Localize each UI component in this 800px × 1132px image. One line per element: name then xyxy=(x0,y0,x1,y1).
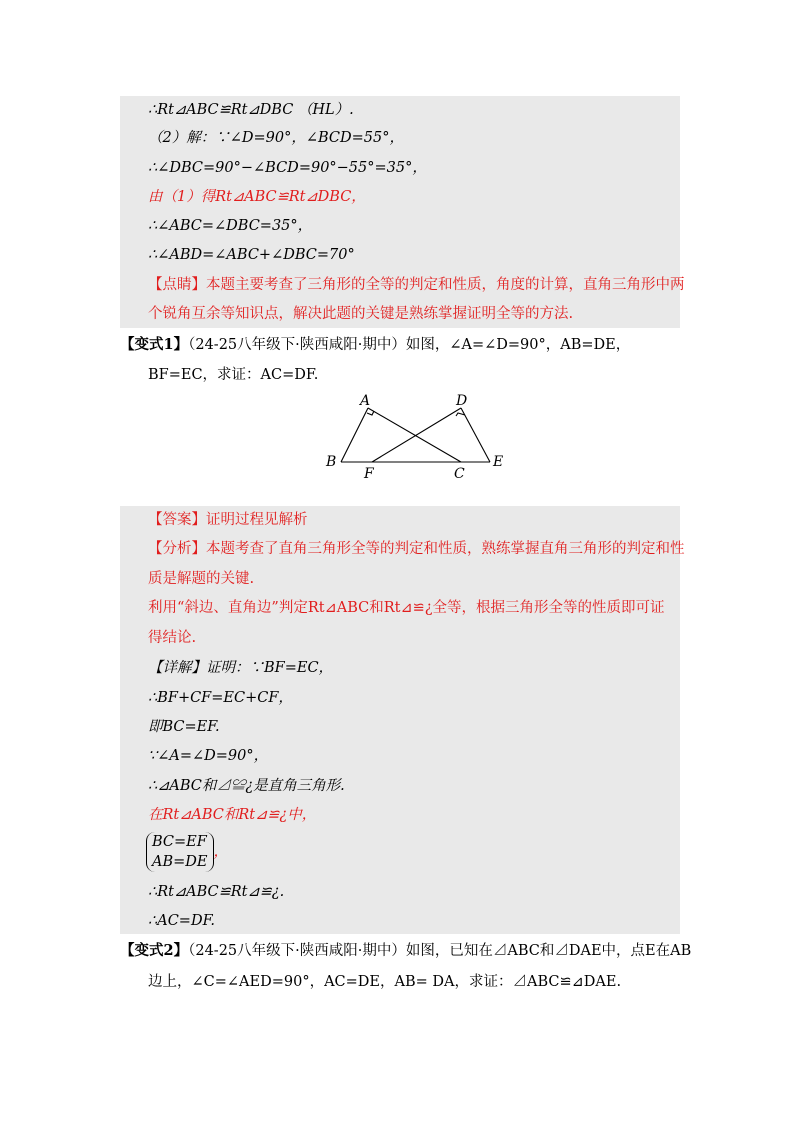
variant1-question-line2: BF=EC，求证：AC=DF. xyxy=(148,367,319,383)
analysis-line-3: 利用“斜边、直角边”判定Rt⊿ABC和Rt⊿≌¿全等，根据三角形全等的性质即可证 xyxy=(148,600,665,616)
step-6: ∴Rt⊿ABC≌Rt⊿≌¿. xyxy=(148,884,285,900)
top-line-2: （2）解：∵∠D=90°，∠BCD=55°， xyxy=(148,130,404,146)
brace-row-1: BC=EF xyxy=(152,834,207,850)
step-5: 在Rt⊿ABC和Rt⊿≌¿中， xyxy=(148,807,317,823)
step-4: ∴⊿ABC和⊿≌¿是直角三角形. xyxy=(148,778,345,794)
variant2-question-line1: （24-25八年级下·陕西咸阳·期中）如图，已知在⊿ABC和⊿DAE中，点E在AB xyxy=(188,943,692,959)
remark-line-2: 个锐角互余等知识点，解决此题的关键是熟练掌握证明全等的方法. xyxy=(148,306,574,322)
analysis-line-4: 得结论. xyxy=(148,630,197,646)
step-3: ∵∠A=∠D=90°， xyxy=(148,748,269,764)
variant2-heading xyxy=(120,941,691,961)
remark-line-1: 【点睛】本题主要考查了三角形的全等的判定和性质，角度的计算，直角三角形中两 xyxy=(148,277,685,293)
top-line-6: ∴∠ABD=∠ABC+∠DBC=70° xyxy=(148,247,355,263)
step-7: ∴AC=DF. xyxy=(148,913,215,929)
top-line-4: 由（1）得Rt⊿ABC≌Rt⊿DBC， xyxy=(148,189,366,205)
brace-row-2: AB=DE xyxy=(152,854,208,870)
label-B: B xyxy=(326,454,337,470)
label-A: A xyxy=(360,393,371,409)
analysis-line-2: 质是解题的关键. xyxy=(148,571,255,587)
label-F: F xyxy=(364,466,374,482)
brace-comma: ， xyxy=(213,844,228,860)
variant2-question-line2: 边上，∠C=∠AED=90°，AC=DE，AB= DA，求证：⊿ABC≌⊿DAE. xyxy=(148,974,622,990)
top-line-3: ∴∠DBC=90°−∠BCD=90°−55°=35°， xyxy=(148,160,427,176)
label-D: D xyxy=(456,393,468,409)
label-C: C xyxy=(454,466,465,482)
answer-line: 【答案】证明过程见解析 xyxy=(148,512,308,528)
variant2-tag: 【变式2】 xyxy=(120,942,189,959)
variant1-tag: 【变式1】 xyxy=(120,336,189,353)
condition-brace xyxy=(146,832,228,872)
analysis-line-1: 【分析】本题考查了直角三角形全等的判定和性质，熟练掌握直角三角形的判定和性 xyxy=(148,541,685,557)
detail-line: 【详解】证明：∵BF=EC， xyxy=(148,660,334,676)
geometry-figure xyxy=(0,392,800,482)
top-line-1: ∴Rt⊿ABC≌Rt⊿DBC （HL）. xyxy=(148,102,354,118)
top-line-5: ∴∠ABC=∠DBC=35°， xyxy=(148,218,313,234)
variant1-question-line1: （24-25八年级下·陕西咸阳·期中）如图，∠A=∠D=90°，AB=DE， xyxy=(188,337,631,353)
step-1: ∴BF+CF=EC+CF， xyxy=(148,690,293,706)
variant1-heading xyxy=(120,335,630,355)
step-2: 即BC=EF. xyxy=(148,719,220,735)
label-E: E xyxy=(493,454,504,470)
